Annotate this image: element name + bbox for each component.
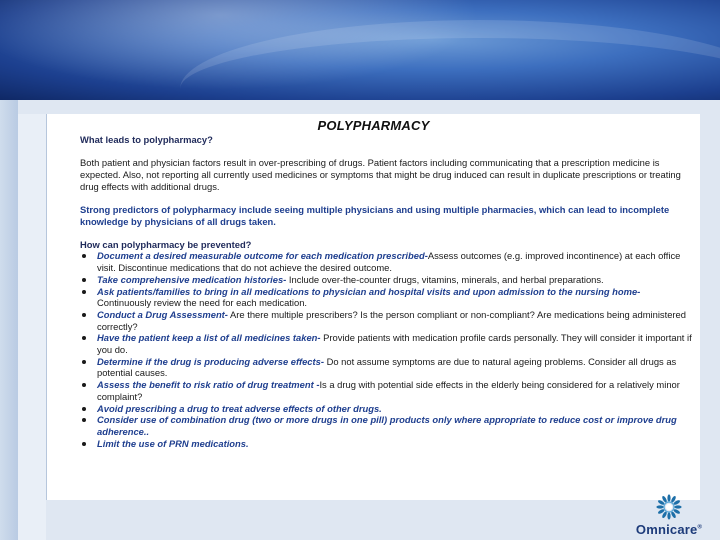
list-item: Avoid prescribing a drug to treat adverse effects of other drugs.	[80, 403, 692, 415]
list-item: Limit the use of PRN medications.	[80, 438, 692, 450]
section-heading-prevention: How can polypharmacy be prevented?	[80, 238, 252, 250]
slide-content	[47, 114, 700, 500]
list-item: Have the patient keep a list of all medicines taken- Provide patients with medication profile cards personally. They will consider it important if you do.	[80, 332, 692, 355]
slide-title: POLYPHARMACY	[317, 118, 430, 133]
bottom-strip	[46, 500, 700, 540]
section-heading-causes: What leads to polypharmacy?	[80, 134, 213, 145]
list-item: Determine if the drug is producing adverse effects- Do not assume symptoms are due to natural ageing problems. Consider all drugs as potential causes.	[80, 356, 692, 379]
list-item: Consider use of combination drug (two or more drugs in one pill) products only where appropriate to reduce cost or improve drug adherence..	[80, 414, 692, 437]
causes-paragraph: Both patient and physician factors result in over-prescribing of drugs. Patient factors including communicating that a prescription medicine is expected. Also, not reporting all currently used medicines or symptoms that might be drug induced can result in duplicate prescriptions or treating drug effects with additional drugs.	[80, 157, 681, 192]
header-banner	[0, 0, 720, 100]
omnicare-starburst-icon	[624, 491, 714, 523]
list-item: Assess the benefit to risk ratio of drug treatment -Is a drug with potential side effects in the elderly being considered for a relatively minor complaint?	[80, 379, 692, 402]
list-item: Conduct a Drug Assessment- Are there multiple prescribers? Is the person compliant or non-compliant? Are medications being administered correctly?	[80, 309, 692, 332]
list-item: Take comprehensive medication histories- Include over-the-counter drugs, vitamins, minerals, and herbal preparations.	[80, 274, 692, 286]
prevention-list	[80, 250, 692, 449]
list-item: Ask patients/families to bring in all medications to physician and hospital visits and upon admission to the nursing home- Continuously review the need for each medication.	[80, 286, 692, 309]
logo-wordmark: Omnicare®	[635, 522, 703, 537]
top-strip	[18, 100, 720, 114]
predictors-paragraph: Strong predictors of polypharmacy include seeing multiple physicians and using multiple pharmacies, which can lead to incomplete knowledge by physicians of all drugs taken.	[80, 203, 670, 227]
left-bar	[0, 100, 18, 540]
body-text	[80, 134, 692, 449]
list-item: Document a desired measurable outcome for each medication prescribed-Assess outcomes (e.g. improved incontinence) at each office visit. Discontinue medications that do not achieve the desired outcome.	[80, 250, 692, 273]
omnicare-logo	[624, 491, 714, 540]
right-strip	[700, 114, 720, 540]
left-margin	[18, 100, 47, 540]
